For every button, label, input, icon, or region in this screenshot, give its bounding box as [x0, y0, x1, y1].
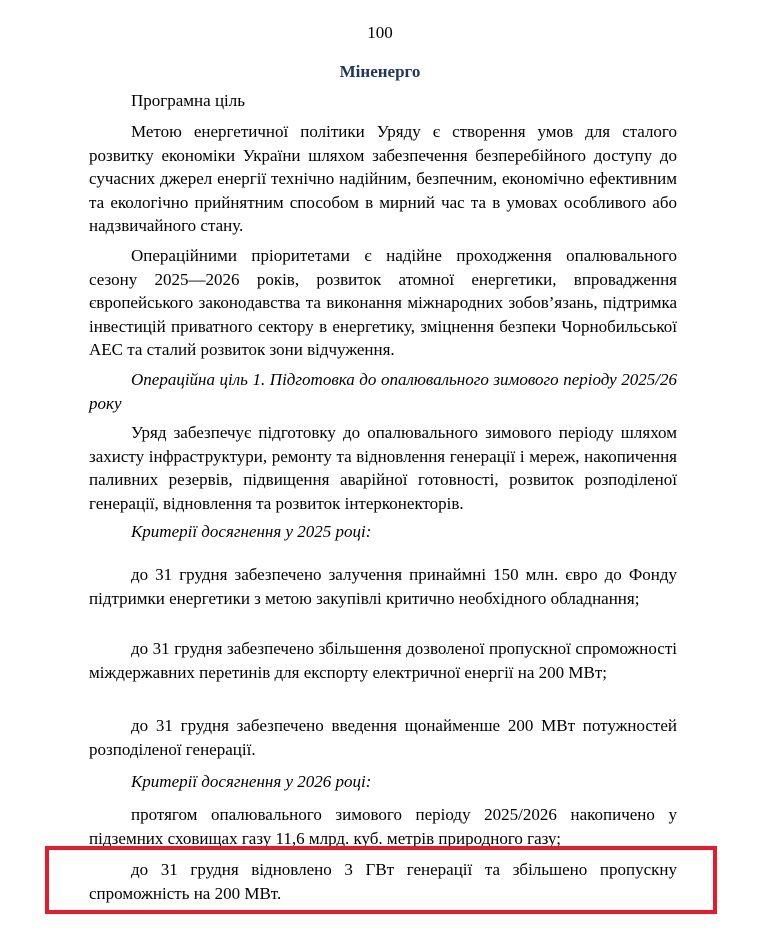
page-number: 100	[367, 23, 393, 42]
paragraph-operational-priorities: Операційними пріоритетами є надійне проходження опалювального сезону 2025—2026 років, розвиток атомної енергетики, впровадження європейського законодавства та виконання міжнародних зобов’язань, підтримка інвестицій приватного сектору в енергетику, зміцнення безпеки Чорнобильської АЕС та сталий розвиток зони відчуження.	[89, 246, 677, 359]
paragraph-policy-goal: Метою енергетичної політики Уряду є створення умов для сталого розвитку економіки України шляхом забезпечення безперебійного доступу до сучасних джерел енергії технічно надійним, безпечним, економічно ефективним та екологічно прийнятним способом в мирний час та в умовах особливого або надзвичайного стану.	[89, 122, 677, 235]
criteria-2026-heading: Критерії досягнення у 2026 році:	[131, 772, 372, 791]
operational-goal-heading: Операційна ціль 1. Підготовка до опалювального зимового періоду 2025/26 року	[89, 370, 677, 413]
criterion-2025-fund: до 31 грудня забезпечено залучення принаймні 150 млн. євро до Фонду підтримки енергетики з метою закупівлі критично необхідного обладнання;	[89, 565, 677, 608]
criterion-2026-gas-storage: протягом опалювального зимового періоду 2025/2026 накопичено у підземних сховищах газу 11,6 млрд. куб. метрів природного газу;	[89, 805, 677, 848]
criterion-2026-generation-restoration: до 31 грудня відновлено 3 ГВт генерації та збільшено пропускну спроможність на 200 МВт.	[89, 860, 677, 903]
criterion-2025-interconnector: до 31 грудня забезпечено збільшення дозволеної пропускної спроможності міждержавних перетинів для експорту електричної енергії на 200 МВт;	[89, 639, 677, 682]
criteria-2025-heading: Критерії досягнення у 2025 році:	[131, 522, 372, 541]
criterion-2025-distributed-generation: до 31 грудня забезпечено введення щонайменше 200 МВт потужностей розподіленої генерації.	[89, 716, 677, 759]
section-label-program-goal: Програмна ціль	[131, 91, 246, 110]
highlight-box	[45, 846, 717, 914]
ministry-heading: Міненерго	[339, 62, 421, 81]
paragraph-government-preparation: Уряд забезпечує підготовку до опалювального зимового періоду шляхом захисту інфраструктури, ремонту та відновлення генерації і мереж, накопичення паливних резервів, підвищення аварійної готовності, розвиток розподіленої генерації, відновлення та розвиток інтерконекторів.	[89, 423, 677, 513]
